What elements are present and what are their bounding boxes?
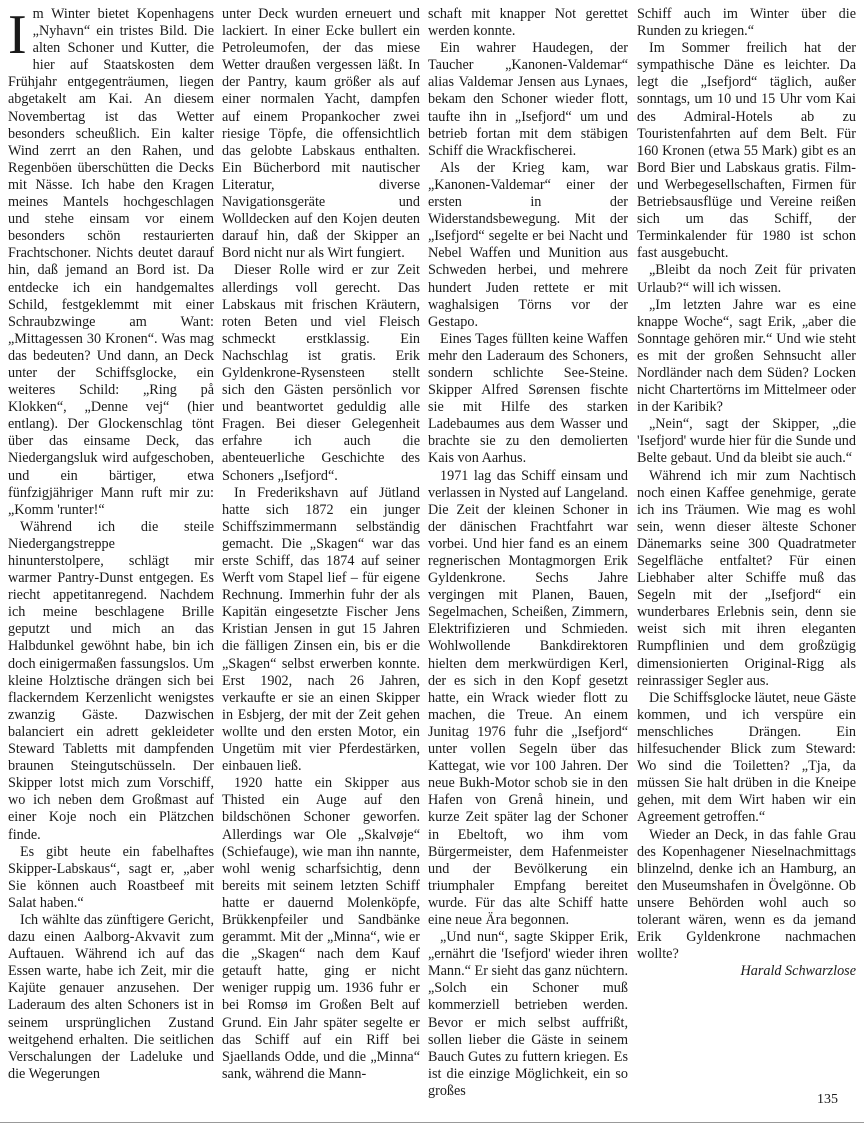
paragraph: 1971 lag das Schiff einsam und verlassen in Nysted auf Langeland. Die Zeit der kleinen Schoner in der dänischen Frachtfahrt war vorbei. Und hier fand es an einem regnerischen Montagmorgen Erik Gyldenkrone. Sechs Jahre vergingen mit Planen, Bauen, Segelmachen, Scheißen, Zimmern, Elektrifizieren und Schmieden. Wohlwollende Bankdirektoren hielten dem merkwürdigen Kerl, der es sich in den Kopf gesetzt hatte, ein Wrack wieder flott zu machen, die Treue. An einem Junitag 1976 fuhr die „Isefjord“ unter vollen Segeln über das Kattegat, wie vor 100 Jahren. Der neue Bukh-Motor schob sie in den Hafen von Grenå hinein, und kurze Zeit später lag der Schoner in Ebeltoft, wo ihm vom Bürgermeister, dem Hafenmeister und der Bevölkerung ein triumphaler Empfang bereitet wurde. Für das alte Schiff hatte eine neue Ära begonnen. <box>428 467 628 928</box>
column-1 <box>8 6 214 1083</box>
paragraph: „Nein“, sagt der Skipper, „die 'Isefjord' wurde hier für die Sunde und Belte gebaut. Und da bleibt sie auch.“ <box>637 416 856 467</box>
paragraph: „Im letzten Jahre war es eine knappe Woche“, sagt Erik, „aber die Sonntage gehören mir.“ Und wie steht es mit der großen Sehnsucht aller Nordländer nach dem Süden? Locken nicht Chartertörns im Mittelmeer oder in der Karibik? <box>637 296 856 416</box>
paragraph: Eines Tages füllten keine Waffen mehr den Laderaum des Schoners, sondern schlichte See-Steine. Skipper Alfred Sørensen fischte sie mit Hilfe des starken Ladebaumes aus dem Wasser und brachte sie zu den demolierten Kais von Aarhus. <box>428 330 628 467</box>
paragraph: In Frederikshavn auf Jütland hatte sich 1872 ein junger Schiffszimmermann selbständig gemacht. Die „Skagen“ war das erste Schiff, das 1874 auf seiner Werft vom Stapel lief – für eigene Rechnung. Immerhin fuhr der als Kapitän eingesetzte Fischer Jens Kristian Jensen in gut 15 Jahren die fälligen Zinsen ein, bis er die „Skagen“ selbst erwerben konnte. Erst 1902, nach 26 Jahren, verkaufte er sie an einen Skipper in Esbjerg, der mit der Zeit gehen wollte und den ersten Motor, ein Ungetüm mit vier Pferdestärken, einbauen ließ. <box>222 484 420 775</box>
column-2 <box>222 6 420 1083</box>
paragraph: Ich wählte das zünftigere Gericht, dazu einen Aalborg-Akvavit zum Auftauen. Während ich auf das Essen warte, habe ich Zeit, mir die Kajüte genauer anzusehen. Der Laderaum des alten Schoners ist in seinem ursprünglichen Zustand weitgehend erhalten. Die seitlichen Verschalungen der Ladeluke und die Wegerungen <box>8 911 214 1082</box>
paragraph-text: m Winter bietet Kopenhagens „Nyhavn“ ein tristes Bild. Die alten Schoner und Kutter, die hier auf Staatskosten dem Frühjahr entgegenträumen, liegen abgetakelt am Kai. An diesem Novembertag ist das Wetter besonders scheußlich. Ein kalter Wind zerrt an den Rahen, und Regenböen überschütten die Decks mit Nässe. Ich habe den Kragen meines Mantels hochgeschlagen und stehe einsam vor einem besonders schön restaurierten Frachtschoner. Nichts deutet darauf hin, daß jemand an Bord ist. Da entdecke ich ein handgemaltes Schild, festgeklemmt mit einer Schraubzwinge am Want: „Mittagessen 30 Kronen“. Was mag das bedeuten? Und dann, an Deck unter der Schiffsglocke, ein weiteres Schild: „Ring på Klokken“, „Denne vej“ (hier entlang). Der Glockenschlag tönt über das einsame Deck, das Niedergangsluk wird aufgeschoben, und ein bärtiger, etwa fünfzigjähriger Mann ruft mir zu: „Komm 'runter!“ <box>8 6 214 518</box>
column-3 <box>428 6 628 1100</box>
paragraph: Während ich die steile Niedergangstreppe hinunterstolpere, schlägt mir warmer Pantry-Dunst entgegen. Es riecht appetitanregend. Nachdem ich meine beschlagene Brille geputzt und mich an das Halbdunkel gewöhnt habe, bin ich doch einigermaßen fassungslos. Um kleine Holztische drängen sich bei flackerndem Kerzenlicht wenigstes zwanzig Gäste. Dazwischen balanciert ein adrett gekleideter Steward Tabletts mit dampfenden braunen Steingutschüsseln. Der Skipper lotst mich zum Vorschiff, wo ich neben dem Großmast auf einer Koje noch ein Plätzchen finde. <box>8 518 214 843</box>
paragraph: Im Sommer freilich hat der sympathische Däne es leichter. Da legt die „Isefjord“ täglich, außer sonntags, um 10 und 15 Uhr vom Kai des Admiral-Hotels ab zu Touristenfahrten auf dem Belt. Für 160 Kronen (etwa 55 Mark) gibt es an Bord Bier und Labskaus gratis. Film- und Werbegesellschaften, Firmen für Betriebsausflüge und Vereine reißen sich um das Schiff, der Terminkalender für 1980 ist schon fast ausgebucht. <box>637 40 856 262</box>
paragraph: „Bleibt da noch Zeit für privaten Urlaub?“ will ich wissen. <box>637 262 856 296</box>
paragraph: Es gibt heute ein fabelhaftes Skipper-Labskaus“, sagt er, „aber Sie können auch Roastbeef mit Salat haben.“ <box>8 843 214 911</box>
paragraph: Während ich mir zum Nachtisch noch einen Kaffee genehmige, gerate ich ins Träumen. Wie mag es wohl sein, wenn dieser älteste Schoner Dänemarks seine 300 Quadratmeter Segelfläche entfaltet? Für einen Liebhaber alter Schiffe muß das Segeln mit der „Isefjord“ ein wunderbares Erlebnis sein, denn sie weist sich mit ihren eleganten Rumpflinien und dem großzügig dimensionierten Original-Rigg als reinrassiger Segler aus. <box>637 467 856 689</box>
paragraph: Ein wahrer Haudegen, der Taucher „Kanonen-Valdemar“ alias Valdemar Jensen aus Lynaes, bekam den Schoner wieder flott, taufte ihn in „Isefjord“ um und betrieb fortan mit dem stäbigen Schiff die Wrackfischerei. <box>428 40 628 159</box>
author-signature: Harald Schwarzlose <box>740 963 856 980</box>
drop-cap: I <box>8 4 27 66</box>
paragraph: 1920 hatte ein Skipper aus Thisted ein Auge auf den bildschönen Schoner geworfen. Allerdings war Ole „Skalvøje“ (Schiefauge), wie man ihn nannte, wohl wenig scharfsichtig, denn bereits mit seinem letzten Schiff hatte er dauernd Molenköpfe, Brükkenpfeiler und Sandbänke gerammt. Mit der „Minna“, wie er die „Skagen“ nach dem Kauf getauft hatte, ging er nicht weniger ruppig um. 1936 fuhr er bei Romsø im Großen Belt auf Grund. Ein Jahr später segelte er das Schiff auf ein Riff bei Sjaellands Odde, und die „Minna“ sank, während die Mann- <box>222 775 420 1082</box>
paragraph: Als der Krieg kam, war „Kanonen-Valdemar“ einer der ersten in der Widerstandsbewegung. Mit der „Isefjord“ segelte er bei Nacht und Nebel Waffen und Munition aus Schweden herbei, und mehrere hundert Juden rettete er mit waghalsigen Törns vor der Gestapo. <box>428 159 628 330</box>
paragraph: unter Deck wurden erneuert und lackiert. In einer Ecke bullert ein Petroleumofen, der das miese Wetter draußen vergessen läßt. In der Pantry, kaum größer als auf einer normalen Yacht, dampfen auf einem Propankocher zwei riesige Töpfe, die offensichtlich das gelobte Labskaus enthalten. Ein Bücherbord mit nautischer Literatur, diverse Navigationsgeräte und Wolldecken auf den Kojen deuten darauf hin, daß der Skipper an Bord nicht nur als Wirt fungiert. <box>222 6 420 262</box>
paragraph <box>8 6 214 519</box>
paragraph: Wieder an Deck, in das fahle Grau des Kopenhagener Nieselnachmittags blinzelnd, denke ich an Hamburg, an den Museumshafen in Övelgönne. Ob unsere Behörden wohl auch so tolerant wären, wenn es da jemand Erik Gyldenkrone nachmachen wollte? <box>637 826 856 963</box>
paragraph: „Und nun“, sagte Skipper Erik, „ernährt die 'Isefjord' wieder ihren Mann.“ Er sieht das ganz nüchtern. „Solch ein Schoner muß kommerziell betrieben werden. Bevor er mich selbst auffrißt, sollen lieber die Gäste in seinem Bauch Gutes zu futtern kriegen. Es ist die einzige Möglichkeit, ein so großes <box>428 929 628 1099</box>
paragraph: Die Schiffsglocke läutet, neue Gäste kommen, und ich verspüre ein menschliches Drängen. Ein hilfesuchender Blick zum Steward: Wo sind die Toiletten? „Tja, da müssen Sie halt drüben in die Kneipe gehen, mit dem Wirt haben wir ein Agreement getroffen.“ <box>637 689 856 826</box>
page-number: 135 <box>817 1092 838 1107</box>
paragraph: schaft mit knapper Not gerettet werden konnte. <box>428 6 628 40</box>
paragraph: Schiff auch im Winter über die Runden zu kriegen.“ <box>637 6 856 40</box>
paragraph: Dieser Rolle wird er zur Zeit allerdings voll gerecht. Das Labskaus mit frischen Kräutern, roten Beten und viel Fleisch schmeckt erstklassig. Ein Nachschlag ist gratis. Erik Gyldenkrone-Rysensteen stellt sich den Gästen persönlich vor und beantwortet geduldig alle Fragen. Bei dieser Gelegenheit erfahre ich auch die abenteuerliche Geschichte des Schoners „Isefjord“. <box>222 262 420 484</box>
bottom-rule <box>0 1122 864 1123</box>
column-4 <box>637 6 856 980</box>
